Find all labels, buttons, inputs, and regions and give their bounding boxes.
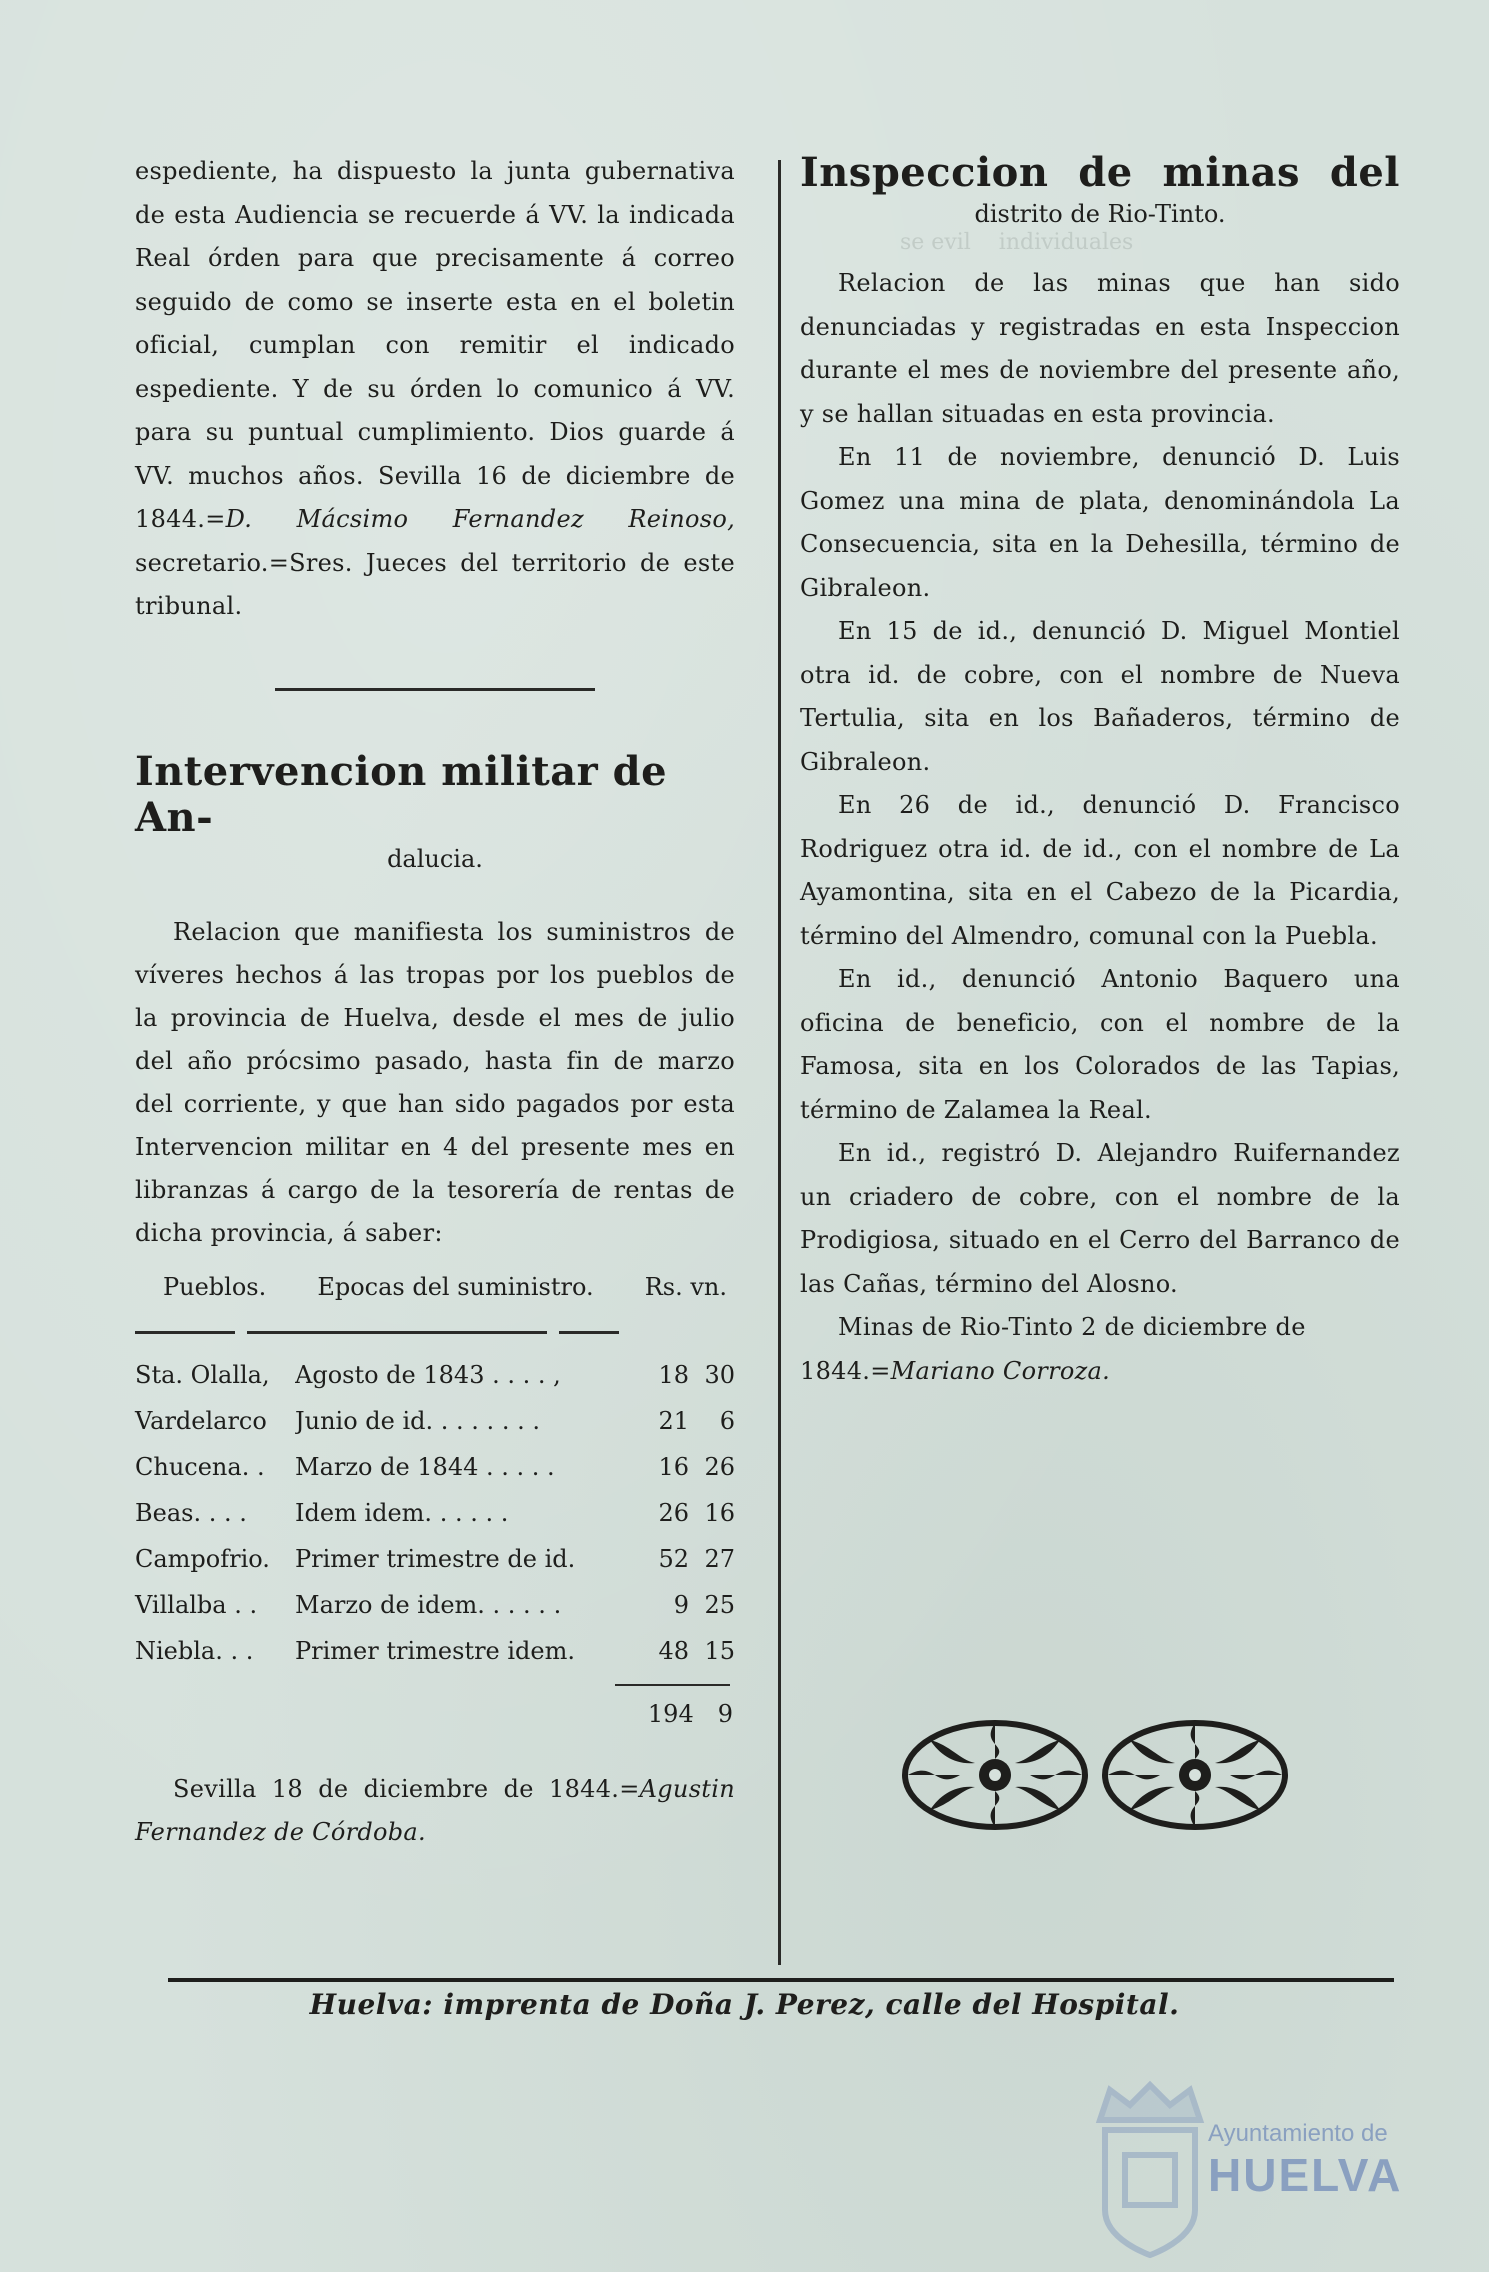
table-row: [135, 1582, 735, 1628]
intervencion-intro: Relacion que manifiesta los suministros de víveres hechos á las tropas por los pueblos de la provincia de Huelva, desde el mes de julio del año prócsimo pasado, hasta fin de marzo del corriente, y que han sido pagados por esta Intervencion militar en 4 del presente mes en libranzas á cargo de la tesorería de rentas de dicha provincia, á saber:: [135, 917, 735, 1247]
row-rs: 16: [658, 1452, 689, 1481]
row-rs: 21: [658, 1406, 689, 1435]
header-amount: Rs. vn.: [644, 1272, 727, 1301]
minas-paragraph: En 15 de id., denunció D. Miguel Montiel otra id. de cobre, con el nombre de Nueva Tertulia, sita en los Bañaderos, término de Gibraleon.: [800, 617, 1400, 776]
top-paragraph: [135, 150, 735, 629]
watermark-line2: HUELVA: [1208, 2149, 1403, 2201]
total-rule: [615, 1684, 730, 1686]
minas-closing-lead: 1844.=: [800, 1356, 891, 1385]
column-divider: [778, 160, 781, 1965]
intervencion-closing: [135, 1768, 735, 1855]
top-signature: D. Mácsimo Fernandez Reinoso,: [225, 505, 735, 533]
imprint-line: Huelva: imprenta de Doña J. Perez, calle del Hospital.: [309, 1988, 1180, 2021]
row-town: Villalba . .: [135, 1590, 258, 1619]
row-town: Chucena. .: [135, 1452, 265, 1481]
minas-paragraph: En id., registró D. Alejandro Ruifernandez un criadero de cobre, con el nombre de la Prodigiosa, situado en el Cerro del Barranco de las Cañas, término del Alosno.: [800, 1139, 1400, 1298]
section-subtitle-intervencion: dalucia.: [387, 844, 483, 873]
row-vn: 6: [719, 1406, 735, 1435]
rule: [135, 1331, 235, 1334]
floral-ornament-icon: [900, 1715, 1300, 1835]
row-epoch: Primer trimestre de id.: [295, 1544, 576, 1573]
section-subtitle-minas: distrito de Rio-Tinto.: [974, 200, 1226, 228]
table-row: [135, 1536, 735, 1582]
header-rules: [135, 1331, 735, 1334]
table-row: [135, 1352, 735, 1398]
row-vn: 15: [704, 1636, 735, 1665]
row-epoch: Marzo de idem. . . . . .: [295, 1590, 562, 1619]
row-vn: 27: [704, 1544, 735, 1573]
row-epoch: Primer trimestre idem.: [295, 1636, 576, 1665]
row-epoch: Agosto de 1843 . . . . ,: [295, 1360, 561, 1389]
header-town: Pueblos.: [163, 1272, 267, 1301]
top-paragraph-tail: secretario.=Sres. Jueces del territorio de este tribunal.: [135, 548, 735, 620]
minas-closing: [800, 1350, 1400, 1394]
table-row: [135, 1628, 735, 1674]
total-vn: 9: [717, 1699, 733, 1728]
row-vn: 26: [704, 1452, 735, 1481]
watermark-line1: Ayuntamiento de: [1208, 2120, 1388, 2147]
closing-signature: Agustin Fernandez de Córdoba.: [135, 1774, 735, 1846]
section-title-intervencion: Intervencion militar de An-: [135, 747, 668, 841]
left-column: [135, 150, 735, 1855]
table-row: [135, 1398, 735, 1444]
row-rs: 9: [673, 1590, 689, 1619]
row-epoch: Idem idem. . . . . .: [295, 1498, 509, 1527]
row-vn: 30: [704, 1360, 735, 1389]
footer-rule: [168, 1978, 1394, 1982]
row-rs: 48: [658, 1636, 689, 1665]
minas-closing-signature: Mariano Corroza.: [890, 1356, 1111, 1385]
row-town: Vardelarco: [135, 1406, 267, 1435]
total-row: [135, 1700, 735, 1728]
right-column: [800, 150, 1400, 1393]
row-epoch: Junio de id. . . . . . . .: [295, 1406, 540, 1435]
bleed-through: se evil individuales: [900, 230, 1134, 255]
supplies-table-header: [135, 1273, 735, 1301]
table-row: [135, 1444, 735, 1490]
minas-paragraph: En 11 de noviembre, denunció D. Luis Gomez una mina de plata, denominándola La Consecuencia, sita en la Dehesilla, término de Gibraleon.: [800, 443, 1400, 602]
row-rs: 18: [658, 1360, 689, 1389]
header-epoch: Epocas del suministro.: [317, 1272, 594, 1301]
row-vn: 16: [704, 1498, 735, 1527]
section-divider: [275, 688, 595, 691]
top-paragraph-text: espediente, ha dispuesto la junta gubernativa de esta Audiencia se recuerde á VV. la indicada Real órden para que precisamente á correo seguido de como se inserte esta en el boletin oficial, cumplan con remitir el indicado espediente. Y de su órden lo comunico á VV. para su puntual cumplimiento. Dios guarde á VV. muchos años. Sevilla 16 de diciembre de 1844.=: [135, 157, 735, 533]
rule: [559, 1331, 619, 1334]
row-town: Sta. Olalla,: [135, 1360, 270, 1389]
row-rs: 52: [658, 1544, 689, 1573]
rule: [247, 1331, 547, 1334]
row-rs: 26: [658, 1498, 689, 1527]
row-vn: 25: [704, 1590, 735, 1619]
minas-paragraph: En id., denunció Antonio Baquero una oficina de beneficio, con el nombre de la Famosa, sita en los Colorados de las Tapias, término de Zalamea la Real.: [800, 965, 1400, 1124]
supplies-table-body: [135, 1352, 735, 1674]
row-town: Beas. . . .: [135, 1498, 247, 1527]
row-town: Niebla. . .: [135, 1636, 254, 1665]
section-title-minas: Inspeccion de minas del: [800, 149, 1400, 196]
minas-paragraph: Relacion de las minas que han sido denunciadas y registradas en esta Inspeccion durante el mes de noviembre del presente año, y se hallan situadas en esta provincia.: [800, 269, 1400, 428]
row-epoch: Marzo de 1844 . . . . .: [295, 1452, 555, 1481]
minas-paragraph: Minas de Rio-Tinto 2 de diciembre de: [838, 1313, 1306, 1341]
total-rs: 194: [647, 1699, 694, 1728]
row-town: Campofrio.: [135, 1544, 270, 1573]
minas-paragraph: En 26 de id., denunció D. Francisco Rodriguez otra id. de id., con el nombre de La Ayamontina, sita en el Cabezo de la Picardia, término del Almendro, comunal con la Puebla.: [800, 791, 1400, 950]
closing-lead: Sevilla 18 de diciembre de 1844.=: [173, 1774, 640, 1803]
table-row: [135, 1490, 735, 1536]
